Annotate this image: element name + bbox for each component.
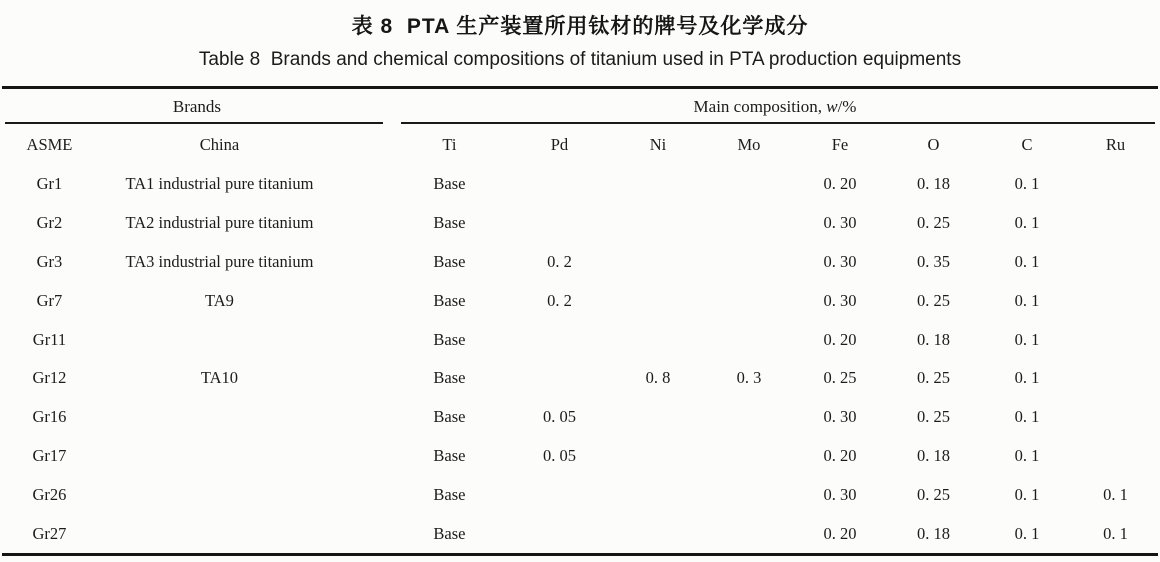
table-row bbox=[2, 475, 1158, 514]
table-cell bbox=[612, 514, 704, 554]
table-cell: Gr27 bbox=[32, 523, 67, 543]
table-cell bbox=[1073, 437, 1158, 476]
table-cell: TA1 industrial pure titanium bbox=[125, 174, 314, 194]
table-cell: Gr11 bbox=[32, 329, 67, 349]
table-cell bbox=[612, 320, 704, 359]
group-header-brands bbox=[2, 88, 392, 125]
table-body bbox=[2, 165, 1158, 554]
table-cell bbox=[704, 475, 794, 514]
table-cell bbox=[704, 281, 794, 320]
table-cell: 0. 30 bbox=[823, 251, 857, 271]
table-cell: TA9 bbox=[204, 290, 234, 310]
table-cell bbox=[97, 514, 392, 554]
table-cell bbox=[1073, 204, 1158, 243]
table-cell: 0. 35 bbox=[916, 251, 950, 271]
table-cell: Base bbox=[433, 290, 466, 310]
table-cell bbox=[97, 398, 392, 437]
table-cell: Gr26 bbox=[32, 484, 67, 504]
table-cell: 0. 25 bbox=[916, 484, 950, 504]
table-cell bbox=[612, 243, 704, 282]
table-cell: Gr12 bbox=[32, 368, 67, 388]
table-cell bbox=[1073, 165, 1158, 204]
table-cell: 0. 2 bbox=[547, 290, 572, 310]
table-cell bbox=[704, 204, 794, 243]
composition-table bbox=[2, 86, 1158, 556]
table-cell: 0. 2 bbox=[547, 251, 572, 271]
table-cell bbox=[97, 320, 392, 359]
table-cell: TA2 industrial pure titanium bbox=[125, 213, 314, 233]
table-cell: Gr16 bbox=[32, 407, 67, 427]
table-cell: Base bbox=[433, 174, 466, 194]
table-cell bbox=[507, 514, 612, 554]
table-row bbox=[2, 437, 1158, 476]
table-cell bbox=[612, 437, 704, 476]
table-cell bbox=[704, 320, 794, 359]
table-cell: Base bbox=[433, 368, 466, 388]
table-cell: 0. 18 bbox=[916, 445, 950, 465]
table-cell bbox=[507, 475, 612, 514]
column-header-ni: Ni bbox=[649, 134, 667, 154]
column-header-asme: ASME bbox=[26, 134, 73, 154]
table-cell: 0. 1 bbox=[1014, 174, 1040, 194]
table-row bbox=[2, 320, 1158, 359]
table-cell bbox=[612, 398, 704, 437]
table-cell: Base bbox=[433, 329, 466, 349]
table-cell: Gr17 bbox=[32, 445, 67, 465]
table-cell: 0. 05 bbox=[542, 407, 576, 427]
table-cell bbox=[507, 204, 612, 243]
column-header-ru: Ru bbox=[1105, 134, 1126, 154]
table-caption-english: Table 8 Brands and chemical compositions of titanium used in PTA production equipments bbox=[198, 49, 962, 70]
table-header bbox=[2, 88, 1158, 166]
main-composition-label: Main composition, bbox=[693, 96, 827, 116]
table-cell: 0. 25 bbox=[916, 213, 950, 233]
table-cell: 0. 30 bbox=[823, 290, 857, 310]
table-cell: 0. 18 bbox=[916, 329, 950, 349]
table-cell: Base bbox=[433, 213, 466, 233]
table-cell: 0. 1 bbox=[1014, 213, 1040, 233]
table-cell: TA10 bbox=[200, 368, 239, 388]
table-caption-chinese: 表 8 PTA 生产装置所用钛材的牌号及化学成分 bbox=[351, 15, 809, 38]
table-row bbox=[2, 165, 1158, 204]
table-cell: 0. 1 bbox=[1014, 445, 1040, 465]
table-cell bbox=[612, 281, 704, 320]
table-cell: 0. 25 bbox=[916, 290, 950, 310]
table-cell bbox=[704, 165, 794, 204]
table-cell: 0. 1 bbox=[1014, 484, 1040, 504]
table-row bbox=[2, 204, 1158, 243]
table-cell: Base bbox=[433, 251, 466, 271]
table-cell: 0. 18 bbox=[916, 174, 950, 194]
table-cell: 0. 05 bbox=[542, 445, 576, 465]
table-cell: 0. 30 bbox=[823, 407, 857, 427]
table-cell bbox=[97, 475, 392, 514]
table-cell: 0. 1 bbox=[1103, 484, 1128, 504]
group-header-main-composition bbox=[392, 88, 1158, 125]
table-cell bbox=[1073, 320, 1158, 359]
table-row bbox=[2, 514, 1158, 554]
table-cell: Base bbox=[433, 484, 466, 504]
table-cell: Base bbox=[433, 523, 466, 543]
table-cell: Base bbox=[433, 407, 466, 427]
table-cell: 0. 1 bbox=[1014, 523, 1040, 543]
table-cell: 0. 18 bbox=[916, 523, 950, 543]
table-cell: Gr1 bbox=[36, 174, 63, 194]
table-cell: 0. 20 bbox=[823, 174, 857, 194]
column-header-o: O bbox=[927, 134, 940, 154]
table-cell: 0. 20 bbox=[823, 523, 857, 543]
table-cell bbox=[1073, 359, 1158, 398]
table-cell bbox=[507, 359, 612, 398]
table-cell: 0. 20 bbox=[823, 445, 857, 465]
table-cell bbox=[612, 475, 704, 514]
main-composition-symbol: w bbox=[826, 96, 838, 116]
table-cell: 0. 30 bbox=[823, 213, 857, 233]
column-header-row bbox=[2, 124, 1158, 165]
table-row bbox=[2, 359, 1158, 398]
table-cell bbox=[612, 165, 704, 204]
table-row bbox=[2, 281, 1158, 320]
group-header-brands-label: Brands bbox=[172, 96, 222, 116]
table-cell: Base bbox=[433, 445, 466, 465]
table-row bbox=[2, 398, 1158, 437]
table-cell bbox=[507, 165, 612, 204]
table-cell bbox=[704, 437, 794, 476]
table-cell: 0. 25 bbox=[916, 407, 950, 427]
table-cell: 0. 25 bbox=[823, 368, 857, 388]
table-cell: Gr7 bbox=[36, 290, 63, 310]
table-cell: 0. 1 bbox=[1014, 407, 1040, 427]
table-cell bbox=[1073, 281, 1158, 320]
table-cell: 0. 30 bbox=[823, 484, 857, 504]
table-cell bbox=[97, 437, 392, 476]
table-cell bbox=[704, 514, 794, 554]
table-cell: Gr2 bbox=[36, 213, 63, 233]
table-cell: 0. 20 bbox=[823, 329, 857, 349]
table-cell: 0. 1 bbox=[1014, 290, 1040, 310]
table-cell: TA3 industrial pure titanium bbox=[125, 251, 314, 271]
group-header-row bbox=[2, 88, 1158, 125]
table-cell bbox=[1073, 398, 1158, 437]
table-cell: 0. 1 bbox=[1014, 329, 1040, 349]
column-header-pd: Pd bbox=[550, 134, 569, 154]
table-cell: Gr3 bbox=[36, 251, 63, 271]
main-composition-unit: /% bbox=[837, 96, 857, 116]
column-header-ti: Ti bbox=[442, 134, 457, 154]
column-header-c: C bbox=[1021, 134, 1033, 154]
column-header-mo: Mo bbox=[737, 134, 761, 154]
table-cell bbox=[1073, 243, 1158, 282]
table-cell: 0. 8 bbox=[645, 368, 671, 388]
table-row bbox=[2, 243, 1158, 282]
table-cell: 0. 1 bbox=[1014, 251, 1040, 271]
table-cell: 0. 1 bbox=[1014, 368, 1040, 388]
table-cell bbox=[704, 243, 794, 282]
table-cell bbox=[704, 398, 794, 437]
table-cell bbox=[507, 320, 612, 359]
column-header-china: China bbox=[199, 134, 240, 154]
table-cell: 0. 25 bbox=[916, 368, 950, 388]
column-header-fe: Fe bbox=[831, 134, 849, 154]
table-cell: 0. 1 bbox=[1103, 523, 1128, 543]
table-cell: 0. 3 bbox=[736, 368, 762, 388]
table-cell bbox=[612, 204, 704, 243]
